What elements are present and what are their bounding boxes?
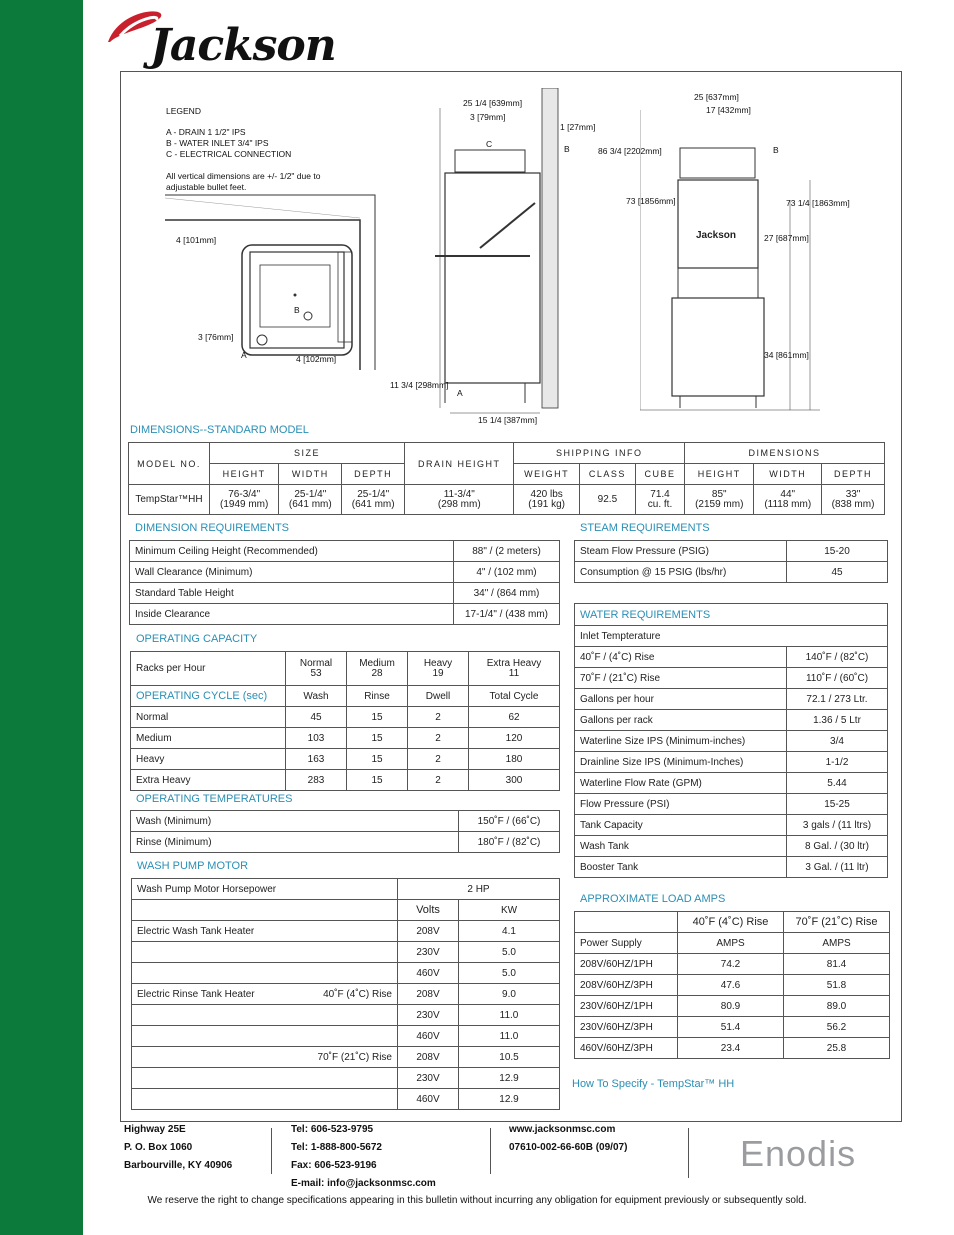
pump-rise — [291, 942, 397, 963]
pump-rise: 40˚F (4˚C) Rise — [291, 984, 397, 1005]
amps-label: 208V/60HZ/3PH — [575, 975, 678, 996]
h-size: SIZE — [210, 443, 405, 464]
amps-70: 25.8 — [784, 1038, 890, 1059]
side-label-drain-height: 11 3/4 [298mm] — [390, 380, 449, 390]
op-temp-value: 150˚F / (66˚C) — [459, 811, 560, 832]
sub-dim-width: WIDTH — [754, 464, 822, 485]
pump-label — [132, 1047, 292, 1068]
racks-heavy: Heavy 19 — [408, 652, 469, 686]
amps-label: 230V/60HZ/1PH — [575, 996, 678, 1017]
pump-kw: 5.0 — [459, 963, 560, 984]
cycle-row-label: Normal — [131, 707, 286, 728]
water-value: 1.36 / 5 Ltr — [787, 710, 888, 731]
water-value: 140˚F / (82˚C) — [787, 647, 888, 668]
pump-volts: 208V — [398, 984, 459, 1005]
cycle-title: OPERATING CYCLE (sec) — [131, 686, 286, 707]
legend-item-c: C - ELECTRICAL CONNECTION — [166, 149, 292, 159]
h-dim: DIMENSIONS — [685, 443, 885, 464]
water-label: Gallons per hour — [575, 689, 787, 710]
water-value: 72.1 / 273 Ltr. — [787, 689, 888, 710]
pump-rise — [291, 1026, 397, 1047]
pump-kw: 11.0 — [459, 1026, 560, 1047]
pump-hp-label: Wash Pump Motor Horsepower — [132, 879, 398, 900]
cycle-cell: 163 — [286, 749, 347, 770]
amps-label: Power Supply — [575, 933, 678, 954]
pump-kw: 5.0 — [459, 942, 560, 963]
pump-volts: 230V — [398, 942, 459, 963]
footer-fax: Fax: 606-523-9196 — [291, 1160, 377, 1171]
front-label-inner: 17 [432mm] — [706, 105, 751, 115]
side-view-diagram — [430, 88, 570, 418]
h-ship: SHIPPING INFO — [514, 443, 685, 464]
pump-hp-value: 2 HP — [398, 879, 560, 900]
side-label-offset: 3 [79mm] — [470, 112, 506, 122]
dim-req-label: Inside Clearance — [130, 604, 454, 625]
racks-label: Racks per Hour — [131, 652, 286, 686]
dimensions-title: DIMENSIONS--STANDARD MODEL — [130, 424, 309, 436]
footer-divider — [490, 1128, 491, 1174]
amps-70: 89.0 — [784, 996, 890, 1017]
front-label-width: 25 [637mm] — [694, 92, 739, 102]
amps-head-70: 70˚F (21˚C) Rise — [784, 912, 890, 933]
amps-40: 47.6 — [678, 975, 784, 996]
cycle-cell: 2 — [408, 707, 469, 728]
water-value: 110˚F / (60˚C) — [787, 668, 888, 689]
racks-normal: Normal 53 — [286, 652, 347, 686]
water-label: Waterline Size IPS (Minimum-inches) — [575, 731, 787, 752]
water-value: 3 gals / (11 ltrs) — [787, 815, 888, 836]
legend-item-b: B - WATER INLET 3/4" IPS — [166, 138, 269, 148]
pump-rise — [291, 1089, 397, 1110]
front-machine-label: Jackson — [696, 230, 737, 241]
plan-label-side: 3 [76mm] — [198, 332, 234, 342]
amps-70: AMPS — [784, 933, 890, 954]
front-label-73-1-4: 73 1/4 [1863mm] — [786, 198, 850, 208]
dim-req-label: Standard Table Height — [130, 583, 454, 604]
pump-label — [132, 1068, 292, 1089]
amps-label: 460V/60HZ/3PH — [575, 1038, 678, 1059]
cycle-cell: 300 — [469, 770, 560, 791]
pump-kw: 12.9 — [459, 1068, 560, 1089]
water-value: 5.44 — [787, 773, 888, 794]
cycle-cell: 62 — [469, 707, 560, 728]
pump-volts-head: Volts — [398, 900, 459, 921]
op-temp-label: Rinse (Minimum) — [131, 832, 459, 853]
footer-email[interactable]: E-mail: info@jacksonmsc.com — [291, 1178, 436, 1189]
footer-doc-code: 07610-002-66-60B (09/07) — [509, 1142, 628, 1153]
pump-rise: 70˚F (21˚C) Rise — [291, 1047, 397, 1068]
dim-req-label: Minimum Ceiling Height (Recommended) — [130, 541, 454, 562]
amps-40: 51.4 — [678, 1017, 784, 1038]
sub-dim-height: HEIGHT — [685, 464, 754, 485]
sub-dim-depth: DEPTH — [822, 464, 885, 485]
water-label: Inlet Tempterature — [575, 626, 888, 647]
op-cap-table — [130, 651, 560, 791]
steam-value: 15-20 — [787, 541, 888, 562]
steam-label: Steam Flow Pressure (PSIG) — [575, 541, 787, 562]
pump-label — [132, 1026, 292, 1047]
water-req-title: WATER REQUIREMENTS — [575, 604, 888, 626]
cycle-cell: 15 — [347, 707, 408, 728]
amps-40: 80.9 — [678, 996, 784, 1017]
water-value: 3 Gal. / (11 ltr) — [787, 857, 888, 878]
pump-kw: 4.1 — [459, 921, 560, 942]
row-depth: 25-1/4" (641 mm) — [342, 485, 405, 515]
cycle-cell: 103 — [286, 728, 347, 749]
row-cube: 71.4 cu. ft. — [635, 485, 684, 515]
pump-label — [132, 942, 292, 963]
water-label: Wash Tank — [575, 836, 787, 857]
water-label: 70˚F / (21˚C) Rise — [575, 668, 787, 689]
logo-wordmark: Jackson — [150, 20, 336, 71]
op-cap-title: OPERATING CAPACITY — [136, 633, 258, 645]
footer-disclaimer: We reserve the right to change specifications appearing in this bulletin without incurring any obligation for equipment previously or subsequently sold. — [147, 1195, 807, 1206]
row-weight: 420 lbs (191 kg) — [514, 485, 579, 515]
amps-table — [574, 911, 890, 1059]
pump-volts: 208V — [398, 921, 459, 942]
h-drain: DRAIN HEIGHT — [405, 443, 514, 485]
amps-70: 56.2 — [784, 1017, 890, 1038]
cycle-cell: 283 — [286, 770, 347, 791]
amps-40: AMPS — [678, 933, 784, 954]
cycle-cell: 2 — [408, 749, 469, 770]
water-label: Tank Capacity — [575, 815, 787, 836]
amps-40: 74.2 — [678, 954, 784, 975]
pump-volts: 460V — [398, 1089, 459, 1110]
legend-item-a: A - DRAIN 1 1/2" IPS — [166, 127, 246, 137]
front-label-34: 34 [861mm] — [764, 350, 809, 360]
amps-70: 51.8 — [784, 975, 890, 996]
dim-req-table — [129, 540, 560, 625]
plan-label-bottom: 4 [102mm] — [296, 354, 337, 364]
front-label-73: 73 [1856mm] — [626, 196, 676, 206]
plan-view-diagram — [160, 190, 385, 380]
plan-label-b: B — [294, 305, 300, 315]
cycle-cell: 2 — [408, 770, 469, 791]
row-width: 25-1/4" (641 mm) — [279, 485, 342, 515]
cycle-cell: 15 — [347, 770, 408, 791]
cycle-row-label: Heavy — [131, 749, 286, 770]
cycle-cell: 180 — [469, 749, 560, 770]
water-label: 40˚F / (4˚C) Rise — [575, 647, 787, 668]
jackson-logo — [100, 6, 350, 72]
pump-volts: 230V — [398, 1005, 459, 1026]
pump-kw: 11.0 — [459, 1005, 560, 1026]
op-temp-label: Wash (Minimum) — [131, 811, 459, 832]
pump-label — [132, 963, 292, 984]
water-label: Drainline Size IPS (Minimum-Inches) — [575, 752, 787, 773]
front-label-total-height: 86 3/4 [2202mm] — [598, 146, 662, 156]
amps-label: 230V/60HZ/3PH — [575, 1017, 678, 1038]
side-label-depth: 15 1/4 [387mm] — [478, 415, 538, 425]
water-label: Gallons per rack — [575, 710, 787, 731]
amps-40: 23.4 — [678, 1038, 784, 1059]
water-req-table — [574, 603, 888, 878]
water-value: 3/4 — [787, 731, 888, 752]
water-value: 1-1/2 — [787, 752, 888, 773]
amps-label: 208V/60HZ/1PH — [575, 954, 678, 975]
dim-req-value: 34" / (864 mm) — [454, 583, 560, 604]
racks-medium: Medium 28 — [347, 652, 408, 686]
side-label-width: 25 1/4 [639mm] — [463, 98, 523, 108]
dim-req-value: 17-1/4" / (438 mm) — [454, 604, 560, 625]
sub-weight: WEIGHT — [514, 464, 579, 485]
cycle-head-total: Total Cycle — [469, 686, 560, 707]
cycle-cell: 2 — [408, 728, 469, 749]
pump-kw-head: KW — [459, 900, 560, 921]
side-label-c: C — [486, 139, 493, 149]
cycle-cell: 120 — [469, 728, 560, 749]
pump-kw: 9.0 — [459, 984, 560, 1005]
sub-depth: DEPTH — [342, 464, 405, 485]
row-dim-width: 44" (1118 mm) — [754, 485, 822, 515]
steam-req-table — [574, 540, 888, 583]
pump-label: Electric Wash Tank Heater — [132, 921, 292, 942]
water-value: 8 Gal. / (30 ltr) — [787, 836, 888, 857]
front-label-27: 27 [687mm] — [764, 233, 809, 243]
row-class: 92.5 — [579, 485, 635, 515]
dim-req-value: 4" / (102 mm) — [454, 562, 560, 583]
steam-label: Consumption @ 15 PSIG (lbs/hr) — [575, 562, 787, 583]
pump-rise — [291, 1068, 397, 1089]
cycle-cell: 45 — [286, 707, 347, 728]
steam-value: 45 — [787, 562, 888, 583]
pump-title: WASH PUMP MOTOR — [137, 860, 249, 872]
h-model: MODEL NO. — [129, 443, 210, 485]
enodis-logo: Enodis — [740, 1133, 857, 1174]
legend-note: All vertical dimensions are +/- 1/2" due to adjustable bullet feet. — [166, 171, 321, 192]
steam-req-title: STEAM REQUIREMENTS — [580, 522, 710, 534]
pump-volts: 208V — [398, 1047, 459, 1068]
cycle-row-label: Extra Heavy — [131, 770, 286, 791]
sub-cube: CUBE — [635, 464, 684, 485]
side-label-a: A — [457, 388, 463, 398]
water-label: Booster Tank — [575, 857, 787, 878]
legend-title: LEGEND — [166, 106, 201, 116]
water-label: Flow Pressure (PSI) — [575, 794, 787, 815]
pump-kw: 10.5 — [459, 1047, 560, 1068]
footer-divider — [688, 1128, 689, 1178]
amps-title: APPROXIMATE LOAD AMPS — [580, 893, 726, 905]
dim-req-label: Wall Clearance (Minimum) — [130, 562, 454, 583]
cycle-cell: 15 — [347, 749, 408, 770]
pump-table — [131, 878, 560, 1110]
row-drain: 11-3/4" (298 mm) — [405, 485, 514, 515]
footer-tel-2: Tel: 1-888-800-5672 — [291, 1142, 382, 1153]
water-value: 15-25 — [787, 794, 888, 815]
pump-kw: 12.9 — [459, 1089, 560, 1110]
cycle-head-dwell: Dwell — [408, 686, 469, 707]
row-dim-depth: 33" (838 mm) — [822, 485, 885, 515]
footer-address-1: Highway 25E — [124, 1124, 186, 1135]
amps-70: 81.4 — [784, 954, 890, 975]
dimensions-table — [128, 442, 885, 515]
racks-extra-heavy: Extra Heavy 11 — [469, 652, 560, 686]
front-label-b: B — [773, 145, 779, 155]
op-temp-value: 180˚F / (82˚C) — [459, 832, 560, 853]
footer-divider — [271, 1128, 272, 1174]
pump-volts: 460V — [398, 1026, 459, 1047]
plan-label-a: A — [241, 350, 247, 360]
dim-req-title: DIMENSION REQUIREMENTS — [135, 522, 290, 534]
cycle-head-rinse: Rinse — [347, 686, 408, 707]
sub-class: CLASS — [579, 464, 635, 485]
water-label: Waterline Flow Rate (GPM) — [575, 773, 787, 794]
op-temp-table — [130, 810, 560, 853]
green-sidebar — [0, 0, 83, 1235]
row-height: 76-3/4" (1949 mm) — [210, 485, 279, 515]
footer-website[interactable]: www.jacksonmsc.com — [509, 1124, 616, 1135]
plan-label-wall: 4 [101mm] — [176, 235, 217, 245]
pump-volts: 460V — [398, 963, 459, 984]
sub-width: WIDTH — [279, 464, 342, 485]
pump-label — [132, 1089, 292, 1110]
cycle-cell: 15 — [347, 728, 408, 749]
pump-rise — [291, 921, 397, 942]
side-label-gap: 1 [27mm] — [560, 122, 596, 132]
pump-volts: 230V — [398, 1068, 459, 1089]
how-to-specify-link[interactable]: How To Specify - TempStar™ HH — [572, 1078, 735, 1090]
pump-label — [132, 1005, 292, 1026]
footer-address-2: P. O. Box 1060 — [124, 1142, 193, 1153]
footer-tel-1: Tel: 606-523-9795 — [291, 1124, 374, 1135]
dim-req-value: 88" / (2 meters) — [454, 541, 560, 562]
side-label-b: B — [564, 144, 570, 154]
pump-rise — [291, 1005, 397, 1026]
cycle-row-label: Medium — [131, 728, 286, 749]
front-view-diagram — [640, 100, 830, 412]
pump-label: Electric Rinse Tank Heater — [132, 984, 292, 1005]
footer-address-3: Barbourville, KY 40906 — [124, 1160, 233, 1171]
sub-height: HEIGHT — [210, 464, 279, 485]
row-dim-height: 85" (2159 mm) — [685, 485, 754, 515]
amps-head-40: 40˚F (4˚C) Rise — [678, 912, 784, 933]
cycle-head-wash: Wash — [286, 686, 347, 707]
pump-rise — [291, 963, 397, 984]
op-temp-title: OPERATING TEMPERATURES — [136, 793, 293, 805]
row-model: TempStar™HH — [129, 485, 210, 515]
